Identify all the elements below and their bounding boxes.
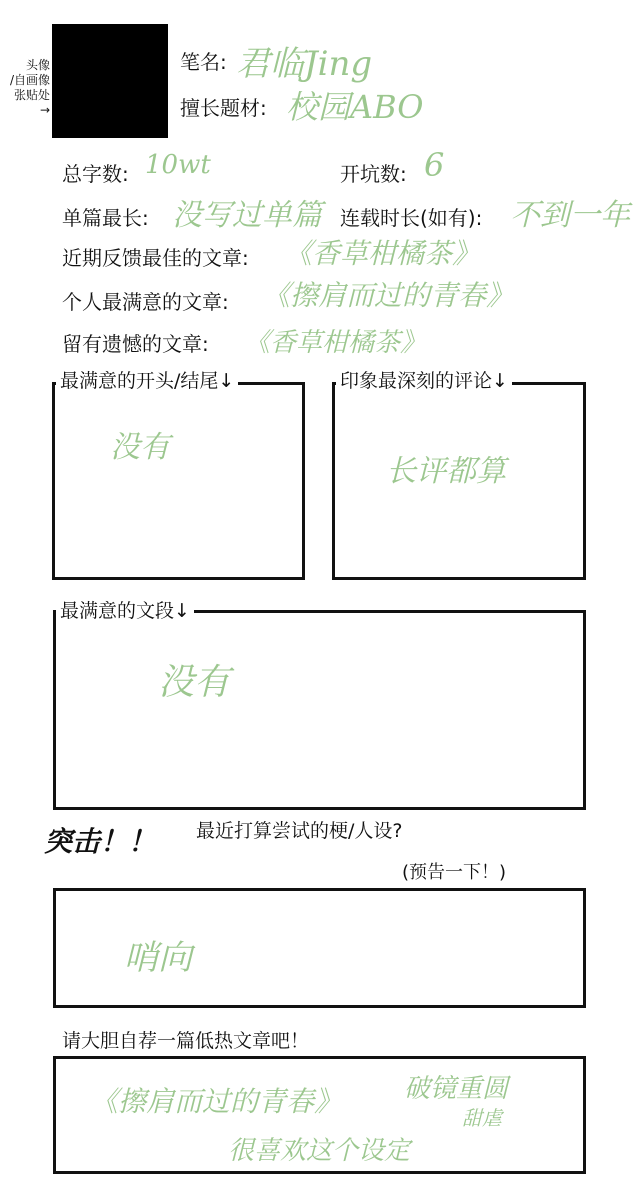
works-count-value: 6: [424, 146, 445, 184]
avatar: [52, 24, 168, 138]
passage-value: 没有: [158, 662, 231, 703]
recommend-note-c: 很喜欢这个设定: [228, 1136, 411, 1166]
next-idea-title: 突击！！: [44, 825, 157, 858]
avatar-note-arrow: →: [39, 103, 50, 117]
recommend-note-b: 甜虐: [462, 1106, 502, 1130]
total-words-label: 总字数:: [62, 162, 129, 186]
opening-ending-label: 最满意的开头/结尾↓: [56, 366, 238, 393]
avatar-note-line-3: 张贴处: [13, 88, 50, 102]
serial-duration-value: 不到一年: [510, 198, 630, 233]
avatar-note-line-2: /自画像: [9, 73, 50, 87]
works-count-label: 开坑数:: [340, 162, 407, 186]
pen-name-label: 笔名:: [180, 50, 227, 74]
next-idea-sub: (预告一下！): [402, 862, 507, 883]
next-idea-value: 哨向: [124, 938, 192, 978]
genre-label: 擅长题材:: [180, 96, 267, 120]
recommend-note-a: 破镜重圆: [404, 1074, 509, 1104]
pen-name-value: 君临Jing: [236, 44, 373, 84]
passage-label: 最满意的文段↓: [56, 596, 194, 623]
avatar-note: [0, 58, 50, 118]
genre-value: 校园ABO: [286, 88, 424, 126]
passage-box: [53, 610, 586, 810]
regret-label: 留有遗憾的文章:: [62, 332, 209, 356]
longest-single-label: 单篇最长:: [62, 206, 149, 230]
most-satisfied-label: 个人最满意的文章:: [62, 290, 229, 314]
comment-label: 印象最深刻的评论↓: [336, 366, 512, 393]
longest-single-value: 没写过单篇: [172, 198, 322, 233]
total-words-value: 10wt: [145, 150, 211, 180]
regret-value: 《香草柑橘茶》: [244, 328, 427, 358]
recommend-title: 《擦肩而过的青春》: [90, 1085, 343, 1118]
opening-ending-box: [52, 382, 305, 580]
best-feedback-value: 《香草柑橘茶》: [284, 237, 481, 270]
opening-ending-value: 没有: [110, 430, 170, 465]
serial-duration-label: 连载时长(如有):: [340, 206, 483, 230]
most-satisfied-value: 《擦肩而过的青春》: [262, 279, 515, 312]
next-idea-question: 最近打算尝试的梗/人设?: [196, 820, 403, 842]
avatar-note-line-1: 头像: [25, 58, 50, 72]
recommend-label: 请大胆自荐一篇低热文章吧！: [62, 1030, 310, 1052]
best-feedback-label: 近期反馈最佳的文章:: [62, 246, 249, 270]
comment-value: 长评都算: [386, 454, 506, 489]
